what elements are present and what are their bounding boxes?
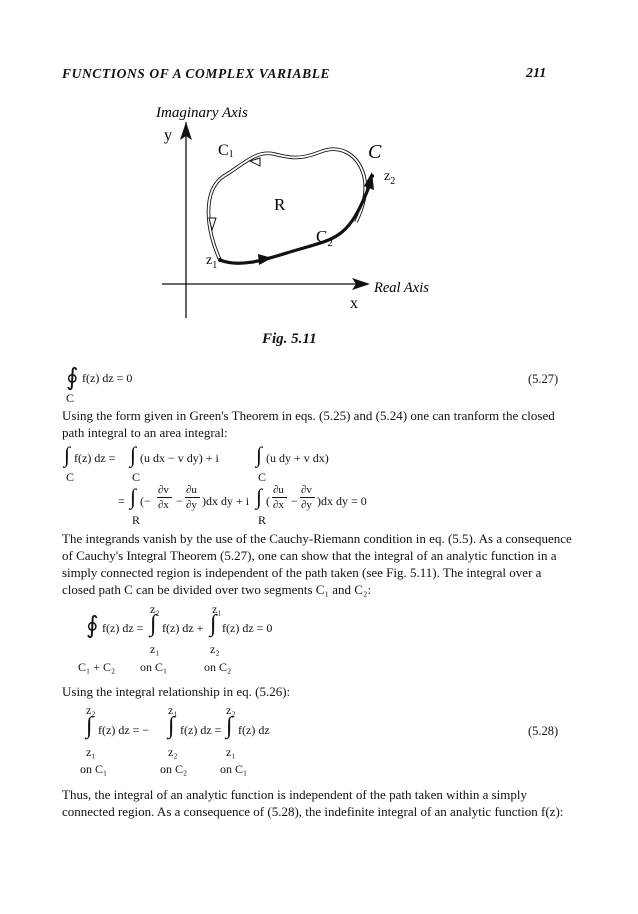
eqB-lower-limit-1: z₁ xyxy=(150,642,160,656)
eq528-term-1: f(z) dz = − xyxy=(98,723,150,737)
eq528-lower-limit-1: z₁ xyxy=(86,745,96,759)
eq528-on-c2: on C₂ xyxy=(160,762,188,776)
point-z1 xyxy=(218,258,222,262)
integral-sign: ∫ xyxy=(130,442,137,467)
eqA-contour-label-1: C xyxy=(66,470,75,484)
figure-5-11 xyxy=(140,100,460,340)
eqA-line1-lhs: f(z) dz = xyxy=(74,451,116,465)
eq528-upper-limit-3: z₂ xyxy=(226,703,236,717)
eq528-upper-limit-2: z₁ xyxy=(168,703,178,717)
paragraph-integral-relationship: Using the integral relationship in eq. (5.26): xyxy=(62,684,291,699)
label-z1: $z_1$ xyxy=(206,253,218,271)
eqA-minus: − xyxy=(176,494,183,508)
integral-sign: ∫ xyxy=(150,611,157,637)
integral-sign: ∫ xyxy=(86,713,93,739)
eqB-on-c2: on C₂ xyxy=(204,660,232,674)
frac-den-dx: ∂x xyxy=(158,499,169,511)
integral-sign: ∫ xyxy=(256,484,263,509)
path-c2 xyxy=(220,184,370,263)
y-axis-label: y xyxy=(164,127,172,144)
eqA-line1-middle: (u dx − v dy) + i xyxy=(140,451,219,465)
eq528-term-3: f(z) dz xyxy=(238,723,270,737)
eq-5-27-lhs: f(z) dz = 0 xyxy=(82,371,133,385)
eqA-minus-2: − xyxy=(291,494,298,508)
frac-den-dx-2: ∂x xyxy=(273,499,284,511)
eq528-lower-limit-3: z₁ xyxy=(226,745,236,759)
eqB-middle: f(z) dz + xyxy=(162,621,204,635)
figure-caption: Fig. 5.11 xyxy=(262,331,317,347)
eqB-contour-label: C₁ + C₂ xyxy=(78,660,116,674)
eqB-lower-limit-2: z₂ xyxy=(210,642,220,656)
real-axis-title: Real Axis xyxy=(374,280,429,296)
eq-5-27-contour-label: C xyxy=(66,391,75,405)
fraction-bar xyxy=(157,497,172,498)
paragraph-cauchy: The integrands vanish by the use of the Cauchy-Riemann condition in eq. (5.5). As a consequence of Cauchy's Integral Theorem (5.27), one can show that the integral of an analytic function in a simply connected region is independent of the path taken (see Fig. 5.11). The integral over a closed path C can be divided over two segments C₁ and C₂: xyxy=(62,531,572,597)
path-c1-outline xyxy=(209,149,366,260)
eq528-on-c1-b: on C₁ xyxy=(220,762,248,776)
page-number: 211 xyxy=(526,66,547,81)
fraction-bar xyxy=(300,497,315,498)
contour-integral-sign: ∮ xyxy=(86,613,99,639)
integral-sign: ∫ xyxy=(226,713,233,739)
x-axis-label: x xyxy=(350,295,358,312)
label-c1: C1 xyxy=(218,142,234,160)
eqA-contour-label-2: C xyxy=(132,470,141,484)
running-title: FUNCTIONS OF A COMPLEX VARIABLE xyxy=(62,66,331,81)
eq-number-5-28: (5.28) xyxy=(528,724,559,738)
eqA-contour-label-3: C xyxy=(258,470,267,484)
point-z2 xyxy=(370,174,374,178)
path-c1-inner xyxy=(209,149,366,260)
eqB-lhs: f(z) dz = xyxy=(102,621,144,635)
imaginary-axis-title: Imaginary Axis xyxy=(156,105,248,121)
eqA-line1-right: (u dy + v dx) xyxy=(266,451,329,465)
eqB-upper-limit-2: z₁ xyxy=(212,602,222,616)
frac-num-du-2: ∂u xyxy=(273,484,284,496)
eqB-on-c1: on C₁ xyxy=(140,660,168,674)
integral-sign: ∫ xyxy=(210,611,217,637)
integral-sign: ∫ xyxy=(256,442,263,467)
frac-den-dy-2: ∂y xyxy=(301,499,312,511)
label-z2: $z_2$ xyxy=(384,169,396,187)
eq528-lower-limit-2: z₂ xyxy=(168,745,178,759)
frac-num-du: ∂u xyxy=(186,484,197,496)
frac-num-dv-2: ∂v xyxy=(301,484,312,496)
integral-sign: ∫ xyxy=(130,484,137,509)
eq528-upper-limit-1: z₂ xyxy=(86,703,96,717)
integral-sign: ∫ xyxy=(168,713,175,739)
frac-den-dy: ∂y xyxy=(186,499,197,511)
label-c2: $C_2$ xyxy=(316,227,333,249)
eqA-line2-middle: )dx dy + i xyxy=(202,494,250,508)
eq528-term-2: f(z) dz = xyxy=(180,723,222,737)
eqA-line2-equals: = xyxy=(118,494,125,508)
frac-num-dv: ∂v xyxy=(158,484,169,496)
fraction-bar xyxy=(185,497,200,498)
eq-number-5-27: (5.27) xyxy=(528,372,559,386)
eq528-on-c1: on C₁ xyxy=(80,762,108,776)
eqA-line2-end: )dx dy = 0 xyxy=(317,494,367,508)
eqA-region-label-1: R xyxy=(132,513,141,527)
paragraph-green-theorem: Using the form given in Green's Theorem in eqs. (5.25) and (5.24) one can tranform the closed path integral to an area integral: xyxy=(62,408,555,440)
eqA-region-label-2: R xyxy=(258,513,267,527)
fraction-bar xyxy=(272,497,287,498)
eqA-paren: ( xyxy=(266,494,270,508)
eqB-upper-limit-1: z₂ xyxy=(150,602,160,616)
paragraph-path-independence: Thus, the integral of an analytic function is independent of the path taken within a simply connected region. As a consequence of (5.28), the indefinite integral of an analytic function f(z): xyxy=(62,787,564,819)
eqA-line2-open: (− xyxy=(140,494,151,508)
label-region-r: R xyxy=(274,195,286,214)
integral-sign: ∫ xyxy=(64,442,71,467)
contour-integral-sign: ∮ xyxy=(66,365,79,391)
eqB-end: f(z) dz = 0 xyxy=(222,621,273,635)
label-c: C xyxy=(368,141,382,163)
